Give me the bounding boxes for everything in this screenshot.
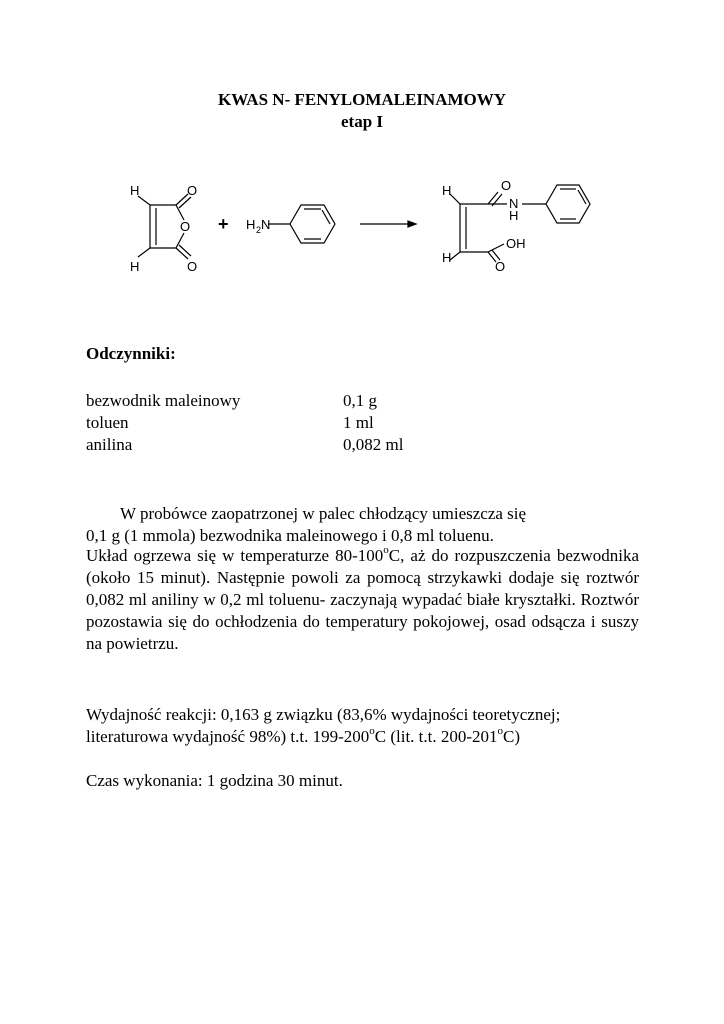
reagents-heading: Odczynniki: [86,344,176,363]
product-bond-h [450,252,460,260]
reagent-name: anilina [86,435,133,454]
document-title: KWAS N- FENYLOMALEINAMOWY [217,90,507,109]
anhydride-carbonyl [176,248,188,259]
atom-label: O [187,183,198,198]
atom-label: 2 [256,225,262,235]
atom-label: H [130,259,140,274]
reagent-name: toluen [86,413,129,432]
procedure-line: 0,1 g (1 mmola) bezwodnika maleinowego i 0,8 ml toluenu. [86,526,494,545]
yield-line: Wydajność reakcji: 0,163 g związku (83,6% wydajności teoretycznej; [86,705,561,724]
procedure-intro [86,503,639,547]
atom-label: OH [506,236,526,251]
yield-text: literaturowa wydajność 98%) t.t. 199-200 [86,727,370,746]
procedure-paragraph [86,545,639,655]
procedure-text: C, aż do rozpuszczenia bezwodnika (około 15 minut). Następnie powoli za pomocą strzykawki dodaje się roztwór 0,082 ml aniliny w 0,2 ml toluenu- zaczynają wypadać białe kryształki. Roztwór pozostawia się do ochłodzenia do temperatury pokojowej, osad odsącza i suszy na powietrzu. [86,546,639,653]
yield-text: C) [503,727,521,746]
reagent-quantity: 0,1 g [343,391,377,410]
plus-sign: + [218,214,229,234]
product-phenyl-ring [546,185,590,223]
list-item [86,390,486,412]
atom-label: O [180,219,191,234]
list-item [86,412,486,434]
reagents-list [86,390,486,456]
document-subtitle: etap I [340,112,384,131]
reagent-name: bezwodnik maleinowy [86,391,241,410]
degree-mark: o [383,544,389,557]
time-line: Czas wykonania: 1 godzina 30 minut. [86,771,343,790]
atom-label: H [509,208,519,223]
atom-label: N [261,217,271,232]
atom-label: O [501,178,512,193]
atom-label: H [442,183,452,198]
yield-text: C (lit. t.t. 200-201 [374,727,498,746]
list-item [86,434,486,456]
atom-label: H [442,250,452,265]
procedure-line: W probówce zaopatrzonej w palec chłodzący umieszcza się [120,504,527,523]
procedure-text: Układ ogrzewa się w temperaturze 80-100 [86,546,384,565]
reagent-quantity: 1 ml [343,413,374,432]
aniline-ring [290,205,335,243]
product-bond-h [450,194,460,204]
anhydride-bond-h [138,248,150,257]
degree-mark: o [369,725,375,738]
yield-line [86,726,639,748]
product-carbonyl [488,192,498,204]
reaction-scheme [110,170,630,280]
yield-paragraph [86,704,639,748]
degree-mark: o [497,725,504,738]
atom-label: N [509,196,519,211]
atom-label: H [130,183,140,198]
anhydride-carbonyl [179,197,191,208]
anhydride-carbonyl [179,245,191,256]
product-oh-bond [488,244,504,252]
anhydride-bond-h [138,196,150,205]
reaction-arrowhead [408,221,416,227]
atom-label: H [246,217,256,232]
atom-label: O [187,259,198,274]
atom-label: O [495,259,506,274]
reagent-quantity: 0,082 ml [343,435,404,454]
